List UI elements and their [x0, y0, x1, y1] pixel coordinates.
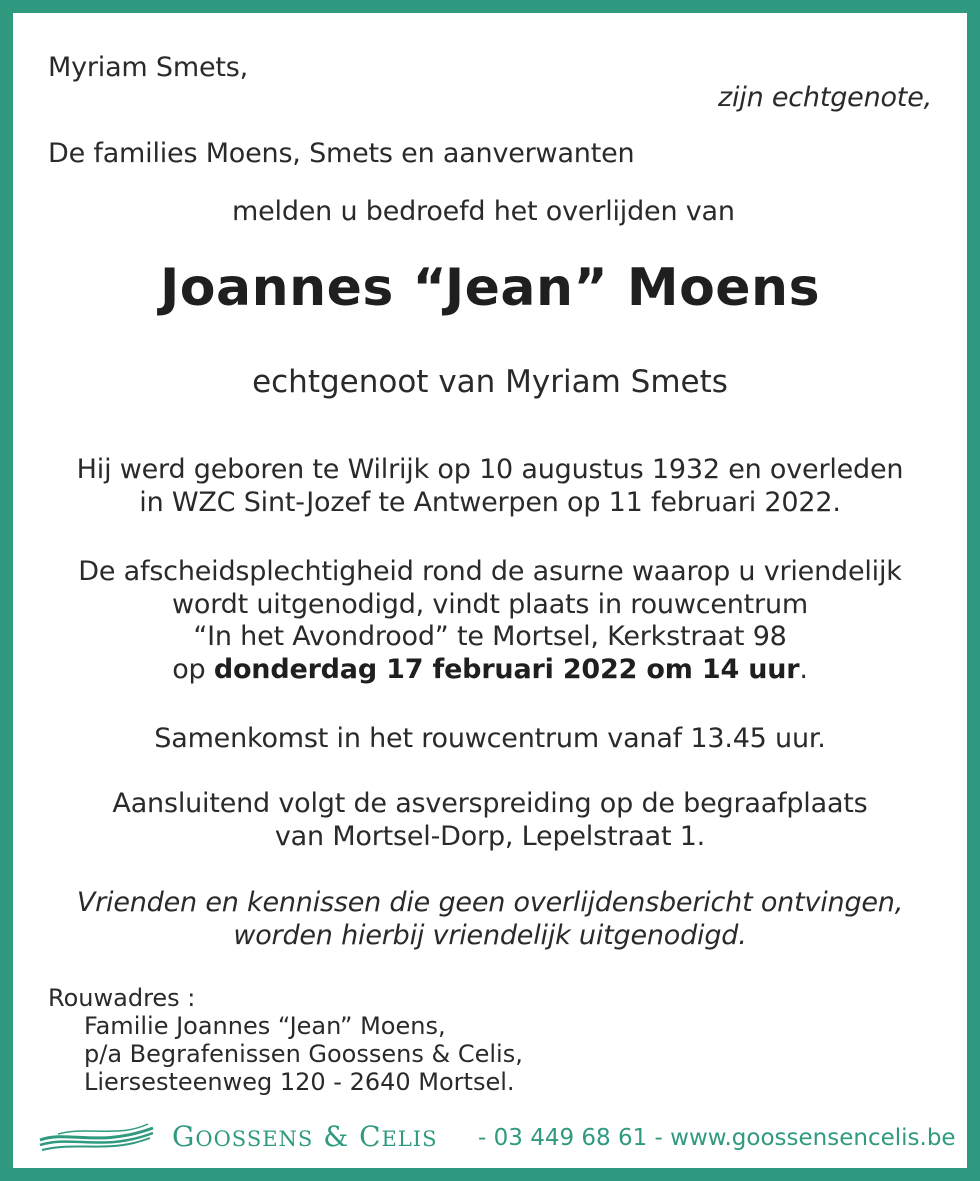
brand-elis: ELIS — [381, 1127, 438, 1151]
families-line: De families Moens, Smets en aanverwanten — [48, 138, 635, 169]
ceremony-line-1: De afscheidsplechtigheid rond de asurne waarop u vriendelijk — [78, 556, 902, 587]
contact-info: - 03 449 68 61 - www.goossensencelis.be — [478, 1125, 956, 1151]
ceremony-datetime: donderdag 17 februari 2022 om 14 uur — [213, 654, 800, 685]
gathering-line: Samenkomst in het rouwcentrum vanaf 13.45 uur. — [154, 723, 826, 754]
company-name — [172, 1120, 437, 1153]
invitation-line-1: Vrienden en kennissen die geen overlijdensbericht ontvingen, — [76, 887, 904, 918]
address-line-3: Liersesteenweg 120 - 2640 Mortsel. — [84, 1068, 515, 1096]
ceremony-suffix: . — [799, 654, 808, 685]
birth-death-line-2: in WZC Sint-Jozef te Antwerpen op 11 februari 2022. — [139, 487, 841, 518]
announcer-name: Myriam Smets, — [48, 52, 248, 83]
brand-amp: & — [323, 1120, 350, 1153]
address-line-2: p/a Begrafenissen Goossens & Celis, — [84, 1040, 523, 1068]
brand-oossens: OOSSENS — [195, 1127, 314, 1151]
deceased-name: Joannes “Jean” Moens — [159, 258, 821, 318]
brand-g: G — [172, 1120, 196, 1153]
wave-logo-icon — [38, 1120, 158, 1154]
deceased-relation: echtgenoot van Myriam Smets — [252, 364, 728, 400]
address-label: Rouwadres : — [48, 984, 196, 1012]
address-line-1: Familie Joannes “Jean” Moens, — [84, 1012, 446, 1040]
scattering-line-2: van Mortsel-Dorp, Lepelstraat 1. — [274, 821, 706, 852]
birth-death-line-1: Hij werd geboren te Wilrijk op 10 augustus 1932 en overleden — [76, 454, 904, 485]
announcement-line: melden u bedroefd het overlijden van — [232, 196, 735, 227]
announcer-role: zijn echtgenote, — [718, 82, 932, 113]
invitation-line-2: worden hierbij vriendelijk uitgenodigd. — [233, 920, 747, 951]
ceremony-line-4 — [13, 654, 967, 685]
ceremony-prefix: op — [172, 654, 214, 685]
scattering-line-1: Aansluitend volgt de asverspreiding op de begraafplaats — [112, 788, 868, 819]
ceremony-line-2: wordt uitgenodigd, vindt plaats in rouwcentrum — [172, 589, 808, 620]
ceremony-line-3: “In het Avondrood” te Mortsel, Kerkstraat 98 — [193, 621, 787, 652]
brand-c: C — [359, 1120, 382, 1153]
